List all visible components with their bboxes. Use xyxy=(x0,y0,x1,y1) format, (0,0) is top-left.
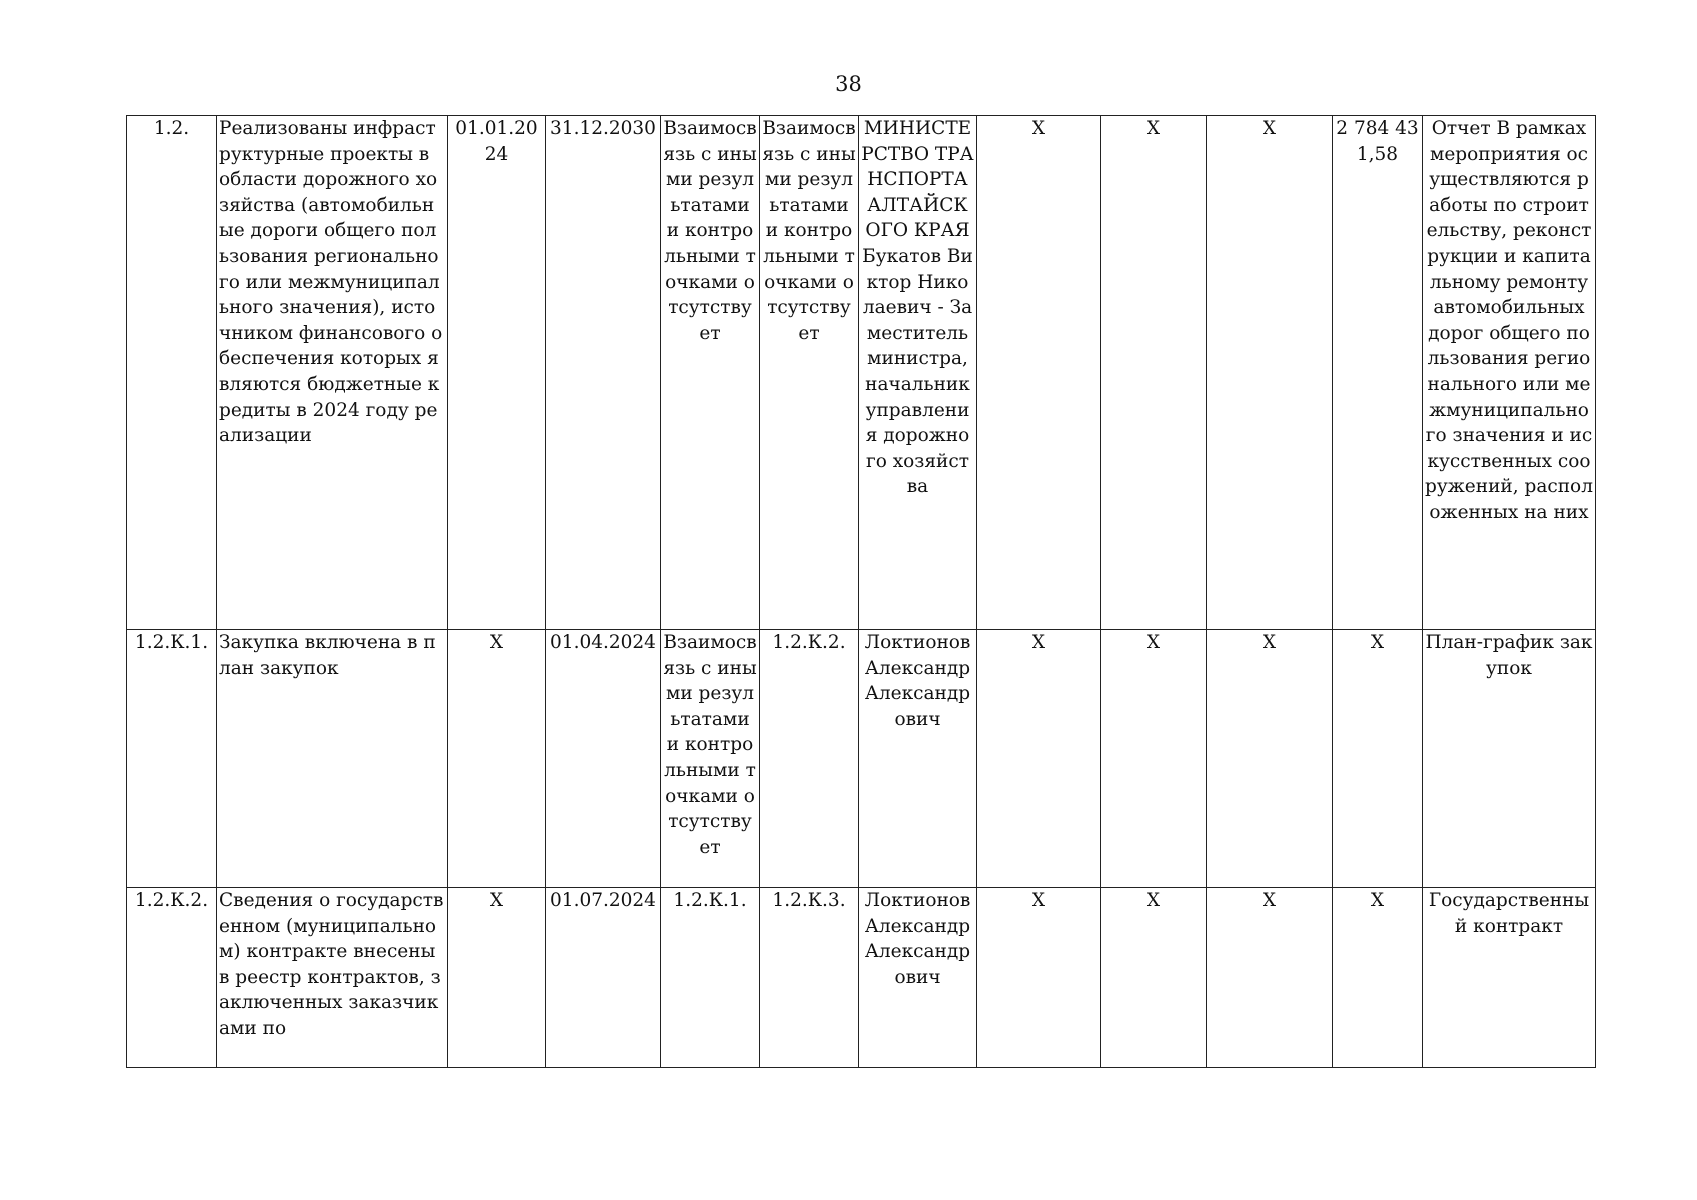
result-name: Сведения о государственном (муниципальном) контракте внесены в реестр контрактов, заключенных заказчиками по xyxy=(217,888,448,1068)
end-date: 01.07.2024 xyxy=(546,888,661,1068)
result-name: Реализованы инфраструктурные проекты в области дорожного хозяйства (автомобильные дороги общего пользования регионального или межмуниципального значения), источником финансового обеспечения которых являются бюджетные кредиты в 2024 году реализации xyxy=(217,116,448,630)
table-row xyxy=(127,630,1596,888)
amount: 2 784 431,58 xyxy=(1333,116,1423,630)
table-row xyxy=(127,888,1596,1068)
successor-link: 1.2.К.2. xyxy=(760,630,859,888)
predecessor-link: 1.2.К.1. xyxy=(661,888,760,1068)
document-type: Государственный контракт xyxy=(1423,888,1596,1068)
mark-cell-1: X xyxy=(977,630,1101,888)
responsible-person: Локтионов Александр Александрович xyxy=(859,888,977,1068)
mark-cell-1: X xyxy=(977,888,1101,1068)
mark-cell-2: X xyxy=(1101,630,1207,888)
mark-cell-2: X xyxy=(1101,888,1207,1068)
page-number: 38 xyxy=(835,72,862,96)
plan-table xyxy=(126,115,1596,1068)
start-date: X xyxy=(448,630,546,888)
mark-cell-3: X xyxy=(1207,116,1333,630)
predecessor-link: Взаимосвязь с иными результатами и контрольными точками отсутствует xyxy=(661,630,760,888)
successor-link: 1.2.К.3. xyxy=(760,888,859,1068)
amount: X xyxy=(1333,630,1423,888)
row-number: 1.2. xyxy=(127,116,217,630)
start-date: X xyxy=(448,888,546,1068)
table-row xyxy=(127,116,1596,630)
document-type: План-график закупок xyxy=(1423,630,1596,888)
mark-cell-3: X xyxy=(1207,888,1333,1068)
start-date: 01.01.2024 xyxy=(448,116,546,630)
responsible-person: МИНИСТЕРСТВО ТРАНСПОРТА АЛТАЙСКОГО КРАЯ Букатов Виктор Николаевич - Заместитель министра, начальник управления дорожного хозяйства xyxy=(859,116,977,630)
amount: X xyxy=(1333,888,1423,1068)
end-date: 31.12.2030 xyxy=(546,116,661,630)
successor-link: Взаимосвязь с иными результатами и контрольными точками отсутствует xyxy=(760,116,859,630)
predecessor-link: Взаимосвязь с иными результатами и контрольными точками отсутствует xyxy=(661,116,760,630)
mark-cell-2: X xyxy=(1101,116,1207,630)
result-name: Закупка включена в план закупок xyxy=(217,630,448,888)
end-date: 01.04.2024 xyxy=(546,630,661,888)
row-number: 1.2.К.1. xyxy=(127,630,217,888)
document-type: Отчет В рамках мероприятия осуществляются работы по строительству, реконструкции и капитальному ремонту автомобильных дорог общего пользования регионального или межмуниципального значения и искусственных сооружений, расположенных на них xyxy=(1423,116,1596,630)
responsible-person: Локтионов Александр Александрович xyxy=(859,630,977,888)
mark-cell-1: X xyxy=(977,116,1101,630)
row-number: 1.2.К.2. xyxy=(127,888,217,1068)
mark-cell-3: X xyxy=(1207,630,1333,888)
